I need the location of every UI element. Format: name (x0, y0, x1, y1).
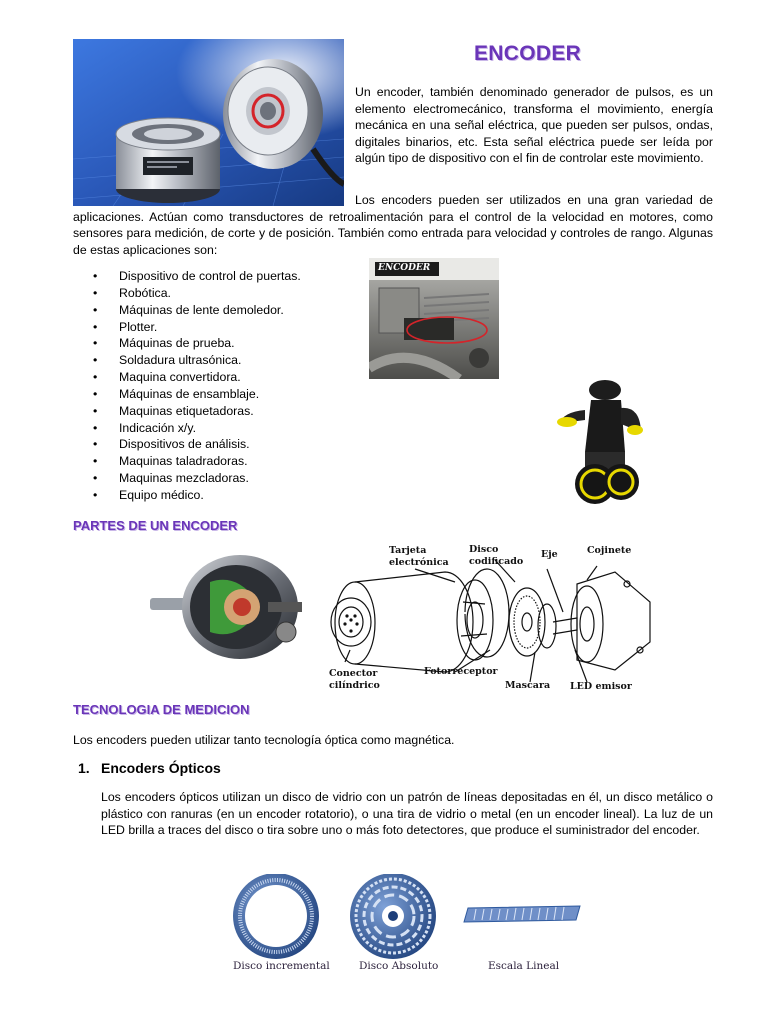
list-item: • Máquinas de ensamblaje. (93, 386, 301, 403)
label-disco: Disco codificado (469, 544, 524, 567)
robot-image (555, 372, 645, 507)
tech-paragraph: Los encoders pueden utilizar tanto tecnología óptica como magnética. (73, 733, 455, 747)
list-item: • Plotter. (93, 319, 301, 336)
encoder-machine-photo (369, 258, 499, 379)
list-item: • Maquinas mezcladoras. (93, 470, 301, 487)
label-tarjeta: Tarjeta electrónica (389, 545, 449, 568)
label-led: LED emisor (570, 681, 632, 692)
optical-paragraph: Los encoders ópticos utilizan un disco de vidrio con un patrón de líneas depositadas en él, un disco metálico o plástico con ranuras (en un encoder rotatorio), o una tira de vidrio o metal (en un encoder lineal). La luz de un LED brilla a traces del disco o tira sobre uno o más foto detectores, que produce el suministrador del encoder. (101, 790, 713, 838)
list-item: • Dispositivos de análisis. (93, 436, 301, 453)
intro-paragraph: Un encoder, también denominado generador de pulsos, es un elemento electromecánico, transforma el movimiento, energía mecánica en una señal eléctrica, que pueden ser pulsos, ondas, digitales binarios, etc. Esta señal eléctrica puede ser leída por algún tipo de dispositivo con el fin de controlar este movimiento. (355, 85, 713, 166)
label-conector: Conector cilíndrico (329, 668, 380, 691)
label-eje: Eje (541, 549, 558, 560)
machine-photo-brand: ENCODER (378, 263, 431, 273)
list-item: • Máquinas de lente demoledor. (93, 302, 301, 319)
parts-heading: PARTES DE UN ENCODER (73, 518, 238, 533)
disc-figure (226, 874, 592, 978)
applications-list (93, 268, 301, 504)
disc-label-absoluto: Disco Absoluto (359, 960, 439, 972)
list-item: • Maquina convertidora. (93, 369, 301, 386)
optical-number: 1. (78, 760, 90, 776)
list-item: • Maquinas etiquetadoras. (93, 403, 301, 420)
list-item: • Dispositivo de control de puertas. (93, 268, 301, 285)
label-mascara: Mascara (505, 680, 551, 691)
optical-heading (78, 760, 221, 776)
list-item: • Máquinas de prueba. (93, 335, 301, 352)
list-item: • Maquinas taladradoras. (93, 453, 301, 470)
applications-paragraph-rest: aplicaciones. Actúan como transductores de retroalimentación para el control de la velocidad en motores, como sensores para medición, de corte y de posición. También como entrada para velocidad y controles de rango. Algunas de estas aplicaciones son: (73, 209, 713, 257)
applications-paragraph (73, 192, 713, 258)
applications-paragraph-first-line: Los encoders pueden ser utilizados en una gran variedad de (355, 193, 713, 207)
encoder-product-photo (73, 39, 344, 206)
disc-label-incremental: Disco incremental (233, 960, 330, 972)
list-item: • Soldadura ultrasónica. (93, 352, 301, 369)
label-fotorreceptor: Fotorreceptor (424, 666, 498, 677)
encoder-exploded-diagram (315, 542, 665, 694)
optical-title: Encoders Ópticos (101, 760, 221, 776)
disc-label-escala: Escala Lineal (488, 960, 560, 972)
encoder-cutaway-photo (150, 552, 302, 662)
list-item: • Indicación x/y. (93, 420, 301, 437)
label-cojinete: Cojinete (587, 545, 632, 556)
tech-heading: TECNOLOGIA DE MEDICION (73, 702, 250, 717)
list-item: • Equipo médico. (93, 487, 301, 504)
list-item: • Robótica. (93, 285, 301, 302)
page-title: ENCODER (474, 42, 582, 65)
